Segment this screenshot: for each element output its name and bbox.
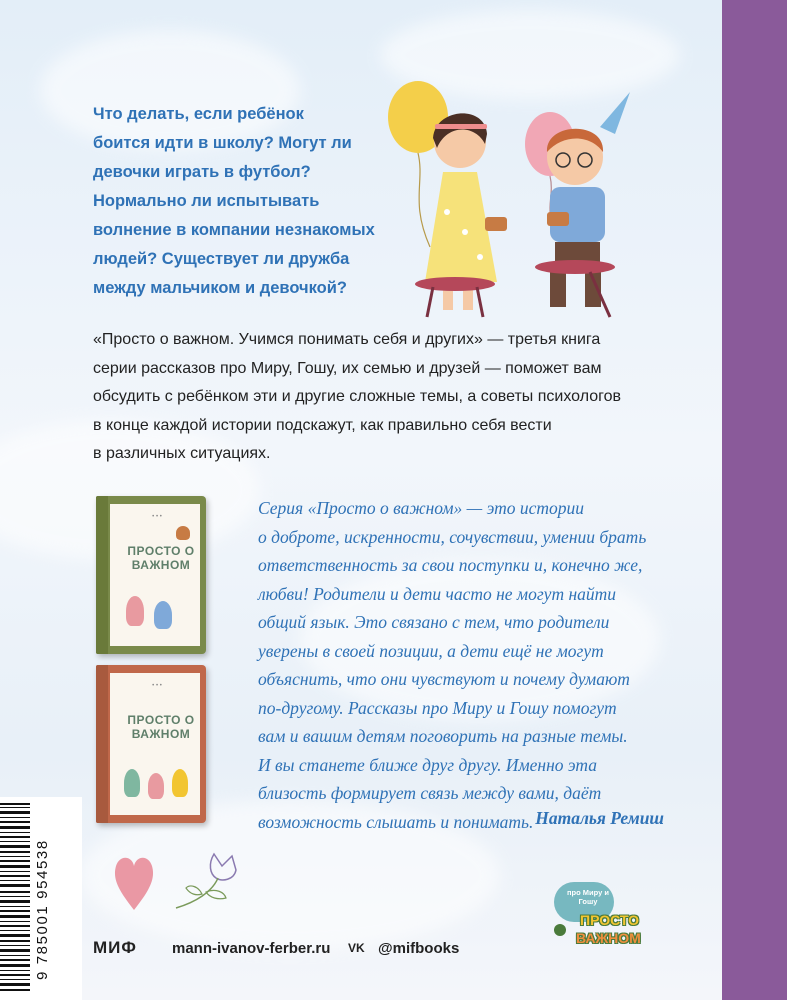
quote-line: любви! Родители и дети часто не могут найти — [258, 583, 617, 604]
intro-line: волнение в компании незнакомых — [93, 221, 375, 239]
book-title: ПРОСТО О ВАЖНОМ — [127, 544, 195, 572]
book-cover-1 — [96, 496, 206, 654]
series-quote — [258, 494, 688, 836]
intro-line: людей? Существует ли дружба — [93, 250, 350, 268]
badge-word-vazhnom: ВАЖНОМ — [576, 930, 641, 946]
quote-line: вам и вашим детям поговорить на разные темы. — [258, 726, 628, 746]
quote-line: объяснить, что они чувствуют и почему думают — [258, 669, 630, 689]
book-cover-2 — [96, 665, 206, 823]
social-handle[interactable]: @mifbooks — [378, 940, 460, 957]
book-spine — [722, 0, 787, 1000]
isbn-barcode — [0, 797, 82, 1000]
heart-doodle — [112, 852, 156, 912]
quote-line: возможность слышать и понимать. — [258, 811, 534, 832]
description-line: в различных ситуациях. — [93, 445, 271, 462]
quote-line: уверены в своей позиции, а дети ещё не могут — [258, 640, 604, 661]
description-line: серии рассказов про Миру, Гошу, их семью и друзей — поможет вам — [93, 359, 602, 377]
book-small-text: • • • — [152, 683, 162, 689]
quote-author: Наталья Ремиш — [535, 808, 664, 828]
book-small-text: • • • — [152, 514, 162, 520]
barcode-digits: 9 785001 954538 — [34, 839, 51, 980]
description-line: «Просто о важном. Учимся понимать себя и других» — третья книга — [93, 331, 601, 348]
intro-line: между мальчиком и девочкой? — [93, 279, 347, 297]
intro-line: боится идти в школу? Могут ли — [93, 134, 352, 152]
publisher-logo: МИФ — [93, 938, 137, 957]
book-character — [172, 769, 188, 797]
book-title: ПРОСТО О ВАЖНОМ — [127, 713, 195, 741]
kids-illustration — [385, 72, 655, 322]
book-character — [154, 601, 172, 629]
book-character — [124, 769, 140, 797]
intro-questions — [93, 100, 393, 303]
book-character — [126, 596, 144, 626]
description-line: обсудить с ребёнком эти и другие сложные темы, а советы психологов — [93, 388, 621, 405]
book-guitar — [176, 526, 190, 540]
quote-line: ответственность за свои поступки и, конечно же, — [258, 555, 643, 575]
intro-line: девочки играть в футбол? — [93, 163, 311, 181]
book-character — [148, 773, 164, 799]
badge-subtitle: про Миру и Гошу — [567, 888, 609, 906]
quote-line: общий язык. Это связано с тем, что родители — [258, 612, 610, 632]
intro-line: Что делать, если ребёнок — [93, 105, 304, 123]
series-badge — [552, 868, 652, 968]
tulip-doodle — [172, 848, 252, 912]
quote-line: близость формирует связь между вами, даёт — [258, 783, 602, 803]
badge-dot — [554, 924, 566, 936]
intro-line: Нормально ли испытывать — [93, 192, 320, 210]
badge-word-prosto: ПРОСТО — [580, 912, 639, 928]
description-line: в конце каждой истории подскажут, как правильно себя вести — [93, 416, 552, 434]
quote-line: И вы станете ближе друг другу. Именно эта — [258, 754, 598, 775]
quote-line: Серия «Просто о важном» — это истории — [258, 498, 585, 518]
quote-line: по-другому. Рассказы про Миру и Гошу помогут — [258, 697, 617, 718]
vk-icon: VK — [348, 941, 365, 955]
quote-line: о доброте, искренности, сочувствии, умении брать — [258, 526, 647, 547]
publisher-website[interactable]: mann-ivanov-ferber.ru — [172, 940, 331, 957]
book-description — [93, 326, 671, 469]
